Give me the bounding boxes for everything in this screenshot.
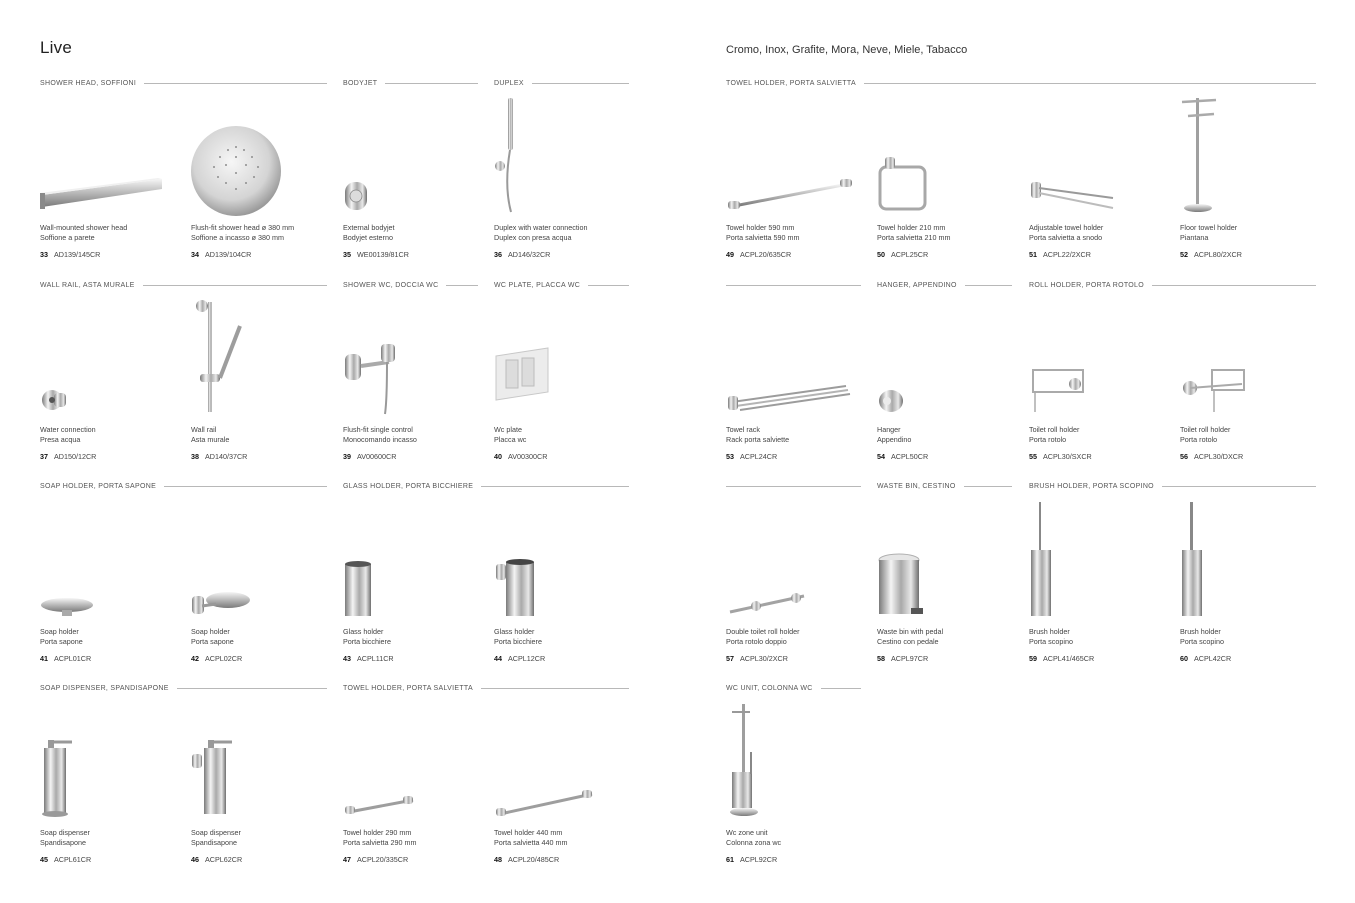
double-roll-holder-image xyxy=(726,590,808,616)
section-shower-wc: SHOWER WC, DOCCIA WC xyxy=(343,279,478,291)
soap-dispenser-2-image xyxy=(190,738,236,818)
product-item: Brush holder Porta scopino 59 ACPL41/465CR xyxy=(1029,627,1095,663)
soap-dispenser-1-image xyxy=(40,738,76,818)
product-item: Soap holder Porta sapone 42 ACPL02CR xyxy=(191,627,243,663)
page-title: Live xyxy=(40,38,72,57)
duplex-image xyxy=(494,96,524,214)
wall-rail-image xyxy=(190,298,248,416)
product-item: Towel rack Rack porta salviette 53 ACPL24CR xyxy=(726,425,790,461)
product-item: Waste bin with pedal Cestino con pedale 58 ACPL97CR xyxy=(877,627,944,663)
product-item: Glass holder Porta bicchiere 44 ACPL12CR xyxy=(494,627,546,663)
product-item: Brush holder Porta scopino 60 ACPL42CR xyxy=(1180,627,1232,663)
product-item: Floor towel holder Piantana 52 ACPL80/2XCR xyxy=(1180,223,1242,259)
towel-holder-440-image xyxy=(494,788,598,818)
towel-holder-590-image xyxy=(726,176,856,212)
product-item: Flush-fit single control Monocomando incasso 39 AV00600CR xyxy=(343,425,417,461)
section-bodyjet: BODYJET xyxy=(343,77,478,89)
section-rule-blank xyxy=(726,279,861,291)
section-duplex: DUPLEX xyxy=(494,77,629,89)
product-item: Soap holder Porta sapone 41 ACPL01CR xyxy=(40,627,92,663)
product-item: Wall rail Asta murale 38 AD140/37CR xyxy=(191,425,248,461)
product-item: Towel holder 590 mm Porta salvietta 590 mm 49 ACPL20/635CR xyxy=(726,223,800,259)
towel-rack-image xyxy=(726,378,852,414)
section-waste-bin: WASTE BIN, CESTINO xyxy=(877,480,1012,492)
product-item: Flush-fit shower head ø 380 mm Soffione a incasso ø 380 mm 34 AD139/104CR xyxy=(191,223,295,259)
section-soap-dispenser: SOAP DISPENSER, SPANDISAPONE xyxy=(40,682,327,694)
finishes-list: Cromo, Inox, Grafite, Mora, Neve, Miele, Tabacco xyxy=(726,44,968,56)
glass-holder-2-image xyxy=(494,558,536,618)
product-item: Towel holder 210 mm Porta salvietta 210 mm 50 ACPL25CR xyxy=(877,223,951,259)
product-item: Towel holder 290 mm Porta salvietta 290 mm 47 ACPL20/335CR xyxy=(343,828,417,864)
soap-holder-1-image xyxy=(40,596,96,618)
section-wall-rail: WALL RAIL, ASTA MURALE xyxy=(40,279,327,291)
brush-holder-2-image xyxy=(1180,500,1204,618)
section-shower-head: SHOWER HEAD, SOFFIONI xyxy=(40,77,327,89)
glass-holder-1-image xyxy=(343,560,373,618)
waste-bin-image xyxy=(877,552,925,618)
product-item: Wc zone unit Colonna zona wc 61 ACPL92CR xyxy=(726,828,782,864)
product-item: Duplex with water connection Duplex con presa acqua 36 AD146/32CR xyxy=(494,223,588,259)
towel-ring-image xyxy=(877,155,929,213)
product-item: Toilet roll holder Porta rotolo 56 ACPL30/DXCR xyxy=(1180,425,1244,461)
section-soap-holder: SOAP HOLDER, PORTA SAPONE xyxy=(40,480,327,492)
shower-wc-image xyxy=(343,340,403,416)
toilet-roll-holder-right-image xyxy=(1180,368,1248,414)
bodyjet-image xyxy=(343,180,369,212)
product-item: Wall-mounted shower head Soffione a parete 33 AD139/145CR xyxy=(40,223,128,259)
hanger-image xyxy=(877,388,907,414)
floor-towel-holder-image xyxy=(1178,96,1220,214)
product-item: Toilet roll holder Porta rotolo 55 ACPL30/SXCR xyxy=(1029,425,1092,461)
product-item: Soap dispenser Spandisapone 46 ACPL62CR xyxy=(191,828,243,864)
soap-holder-2-image xyxy=(190,588,252,618)
section-hanger: HANGER, APPENDINO xyxy=(877,279,1012,291)
section-wc-plate: WC PLATE, PLACCA WC xyxy=(494,279,629,291)
section-towel-holder: TOWEL HOLDER, PORTA SALVIETTA xyxy=(726,77,1316,89)
section-rule-blank-2 xyxy=(726,480,861,492)
section-glass-holder: GLASS HOLDER, PORTA BICCHIERE xyxy=(343,480,629,492)
product-item: Double toilet roll holder Porta rotolo doppio 57 ACPL30/2XCR xyxy=(726,627,800,663)
section-towel-holder-2: TOWEL HOLDER, PORTA SALVIETTA xyxy=(343,682,629,694)
brush-holder-1-image xyxy=(1029,500,1053,618)
product-item: Towel holder 440 mm Porta salvietta 440 mm 48 ACPL20/485CR xyxy=(494,828,568,864)
product-item: Water connection Presa acqua 37 AD150/12CR xyxy=(40,425,97,461)
product-item: Hanger Appendino 54 ACPL50CR xyxy=(877,425,929,461)
section-brush-holder: BRUSH HOLDER, PORTA SCOPINO xyxy=(1029,480,1316,492)
round-shower-head-image xyxy=(190,125,282,217)
towel-holder-290-image xyxy=(343,794,419,816)
adjustable-towel-holder-image xyxy=(1029,180,1117,214)
product-item: External bodyjet Bodyjet esterno 35 WE00139/81CR xyxy=(343,223,409,259)
product-item: Glass holder Porta bicchiere 43 ACPL11CR xyxy=(343,627,394,663)
toilet-roll-holder-left-image xyxy=(1029,368,1091,414)
product-item: Soap dispenser Spandisapone 45 ACPL61CR xyxy=(40,828,92,864)
water-connection-image xyxy=(40,385,70,415)
wc-plate-image xyxy=(494,346,550,402)
section-roll-holder: ROLL HOLDER, PORTA ROTOLO xyxy=(1029,279,1316,291)
product-item: Adjustable towel holder Porta salvietta a snodo 51 ACPL22/2XCR xyxy=(1029,223,1104,259)
section-wc-unit: WC UNIT, COLONNA WC xyxy=(726,682,861,694)
product-item: Wc plate Placca wc 40 AV00300CR xyxy=(494,425,548,461)
wc-zone-unit-image xyxy=(726,700,766,818)
wall-shower-head-image xyxy=(40,175,164,215)
